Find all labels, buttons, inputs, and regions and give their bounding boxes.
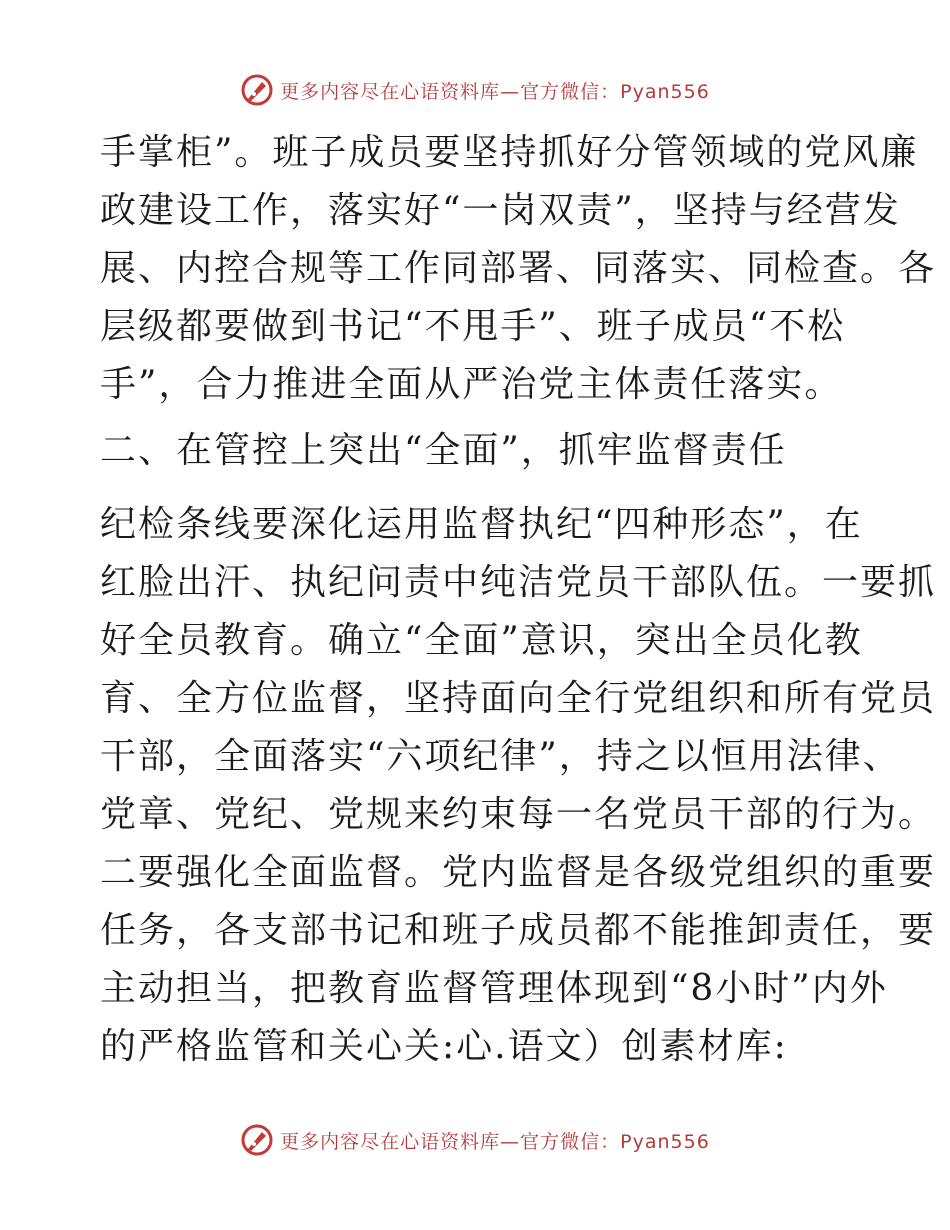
- text-line: 育、全方位监督，坚持面向全行党组织和所有党员: [100, 678, 937, 719]
- text-line: 干部，全面落实“六项纪律”，持之以恒用法律、: [100, 736, 901, 777]
- pen-nib-icon: [240, 1123, 274, 1157]
- text-line: 的严格监管和关心关:心.语文）创素材库:: [100, 1026, 788, 1067]
- text-line: 主动担当，把教育监督管理体现到“8小时”内外: [100, 968, 888, 1009]
- text-line: 红脸出汗、执纪问责中纯洁党员干部队伍。一要抓: [100, 562, 937, 603]
- text-line: 党章、党纪、党规来约束每一名党员干部的行为。: [100, 794, 937, 835]
- footer-banner-text: 更多内容尽在心语资料库—官方微信：Pyan556: [280, 1130, 710, 1153]
- text-line: 政建设工作，落实好“一岗双责”，坚持与经营发: [100, 190, 901, 231]
- header-banner-text: 更多内容尽在心语资料库—官方微信：Pyan556: [280, 80, 710, 103]
- text-line: 展、内控合规等工作同部署、同落实、同检查。各: [100, 248, 937, 289]
- text-line: 二要强化全面监督。党内监督是各级党组织的重要: [100, 852, 937, 893]
- header-banner: [0, 70, 950, 110]
- text-line: 任务，各支部书记和班子成员都不能推卸责任，要: [100, 910, 937, 951]
- pen-nib-icon: [240, 73, 274, 107]
- text-line: 好全员教育。确立“全面”意识，突出全员化教: [100, 620, 863, 661]
- section-heading: 二、在管控上突出“全面”，抓牢监督责任: [100, 430, 787, 471]
- paragraph-2: [100, 496, 937, 1076]
- text-line: 层级都要做到书记“不甩手”、班子成员“不松: [100, 306, 846, 347]
- document-body: [100, 124, 937, 1076]
- footer-banner: [0, 1120, 950, 1160]
- text-line: 纪检条线要深化运用监督执纪“四种形态”，在: [100, 504, 863, 545]
- paragraph-1: [100, 124, 937, 414]
- text-line: 手”，合力推进全面从严治党主体责任落实。: [100, 364, 843, 405]
- text-line: 手掌柜”。班子成员要坚持抓好分管领域的党风廉: [100, 132, 919, 173]
